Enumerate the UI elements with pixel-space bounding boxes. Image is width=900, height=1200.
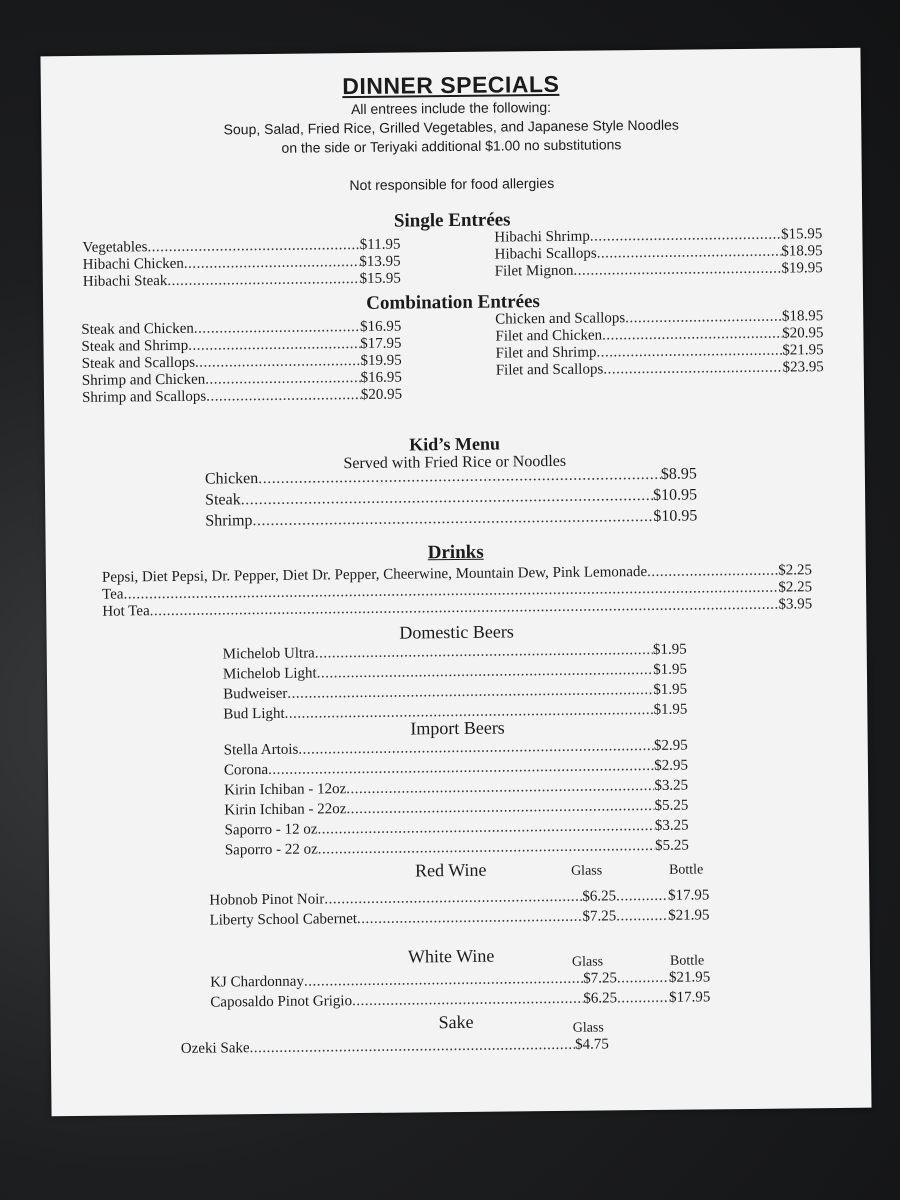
combo-entrees-left (81, 319, 402, 407)
intro-line-2: Soup, Salad, Fried Rice, Grilled Vegetables, and Japanese Style Noodles (223, 116, 679, 138)
menu-item: Hobnob Pinot Noir ..... $6.25 ..... $17.95 (209, 885, 709, 910)
domestic-beers-heading: Domestic Beers (399, 621, 514, 643)
menu-item: Tea ..... $2.25 (102, 579, 812, 603)
menu-item: Stella Artois ..... $2.95 (224, 736, 688, 761)
menu-sheet (40, 48, 871, 1117)
menu-item: Kirin Ichiban - 12oz ..... $3.25 (224, 776, 688, 801)
menu-item: Michelob Light ..... $1.95 (223, 660, 687, 685)
kids-menu-list (205, 463, 698, 531)
red-wine-glass-header: Glass (570, 863, 603, 879)
menu-item: Chicken ..... $8.95 (205, 463, 697, 489)
menu-item: Bud Light ..... $1.95 (223, 700, 687, 725)
red-wine-bottle-header: Bottle (668, 862, 704, 878)
menu-item: Shrimp ..... $10.95 (205, 505, 697, 531)
domestic-beers-list (223, 640, 688, 725)
menu-item: Steak and Chicken ..... $16.95 (81, 319, 401, 339)
menu-item: Saporro - 22 oz ..... $5.25 (225, 836, 689, 861)
menu-item: Vegetables ..... $11.95 (82, 237, 400, 257)
menu-item: Saporro - 12 oz ..... $3.25 (224, 816, 688, 841)
kids-menu-heading: Kid’s Menu (409, 433, 501, 455)
sake-glass-header: Glass (572, 1020, 604, 1036)
menu-item: Filet and Scallops ..... $23.95 (496, 359, 824, 379)
menu-item: Steak and Scallops ..... $19.95 (82, 353, 402, 373)
menu-item: Pepsi, Diet Pepsi, Dr. Pepper, Diet Dr. Pepper, Cheerwine, Mountain Dew, Pink Lemonade ..... $2.25 (102, 562, 812, 586)
red-wine-list (209, 885, 709, 930)
menu-item: Filet and Shrimp ..... $21.95 (496, 342, 824, 362)
menu-item: Hibachi Chicken ..... $13.95 (83, 254, 401, 274)
drinks-list (102, 562, 812, 620)
white-wine-glass-header: Glass (571, 954, 604, 970)
kids-menu-subheading: Served with Fried Rice or Noodles (343, 452, 567, 473)
menu-item: Michelob Ultra ..... $1.95 (223, 640, 687, 665)
white-wine-heading: White Wine (407, 945, 495, 967)
menu-item: Caposaldo Pinot Grigio ..... $6.25 ..... $17.95 (210, 987, 710, 1012)
menu-item: Steak and Shrimp ..... $17.95 (81, 336, 401, 356)
menu-item: Filet and Chicken ..... $20.95 (495, 325, 823, 345)
menu-item: Shrimp and Chicken ..... $16.95 (82, 370, 402, 390)
menu-item: Hibachi Scallops ..... $18.95 (494, 243, 822, 263)
sake-list (181, 1034, 609, 1058)
menu-item: Kirin Ichiban - 22oz ..... $5.25 (224, 796, 688, 821)
menu-item: Liberty School Cabernet ..... $7.25 ..... $21.95 (209, 905, 709, 930)
white-wine-bottle-header: Bottle (669, 953, 705, 969)
single-entrees-right (494, 226, 823, 280)
menu-item: Ozeki Sake ..... $4.75 (181, 1034, 609, 1058)
menu-item: KJ Chardonnay ..... $7.25 ..... $21.95 (210, 967, 710, 992)
menu-item: Hot Tea ..... $3.95 (102, 596, 812, 620)
import-beers-list (224, 736, 689, 861)
sake-heading: Sake (438, 1011, 474, 1033)
red-wine-heading: Red Wine (414, 859, 487, 881)
menu-title: DINNER SPECIALS (342, 70, 560, 100)
combo-entrees-heading: Combination Entrées (366, 291, 541, 314)
white-wine-list (210, 967, 710, 1012)
menu-item: Chicken and Scallops ..... $18.95 (495, 308, 823, 328)
menu-item: Steak ..... $10.95 (205, 484, 697, 510)
single-entrees-heading: Single Entrées (393, 209, 511, 232)
single-entrees-left (82, 237, 401, 291)
menu-item: Hibachi Steak ..... $15.95 (83, 271, 401, 291)
intro-line-3: on the side or Teriyaki additional $1.00 no substitutions (281, 136, 622, 156)
menu-item: Shrimp and Scallops ..... $20.95 (82, 387, 402, 407)
import-beers-heading: Import Beers (410, 717, 505, 739)
menu-item: Corona ..... $2.95 (224, 756, 688, 781)
menu-item: Hibachi Shrimp ..... $15.95 (494, 226, 822, 246)
allergy-note: Not responsible for food allergies (349, 174, 555, 194)
intro-line-1: All entrees include the following: (350, 98, 552, 118)
menu-item: Budweiser ..... $1.95 (223, 680, 687, 705)
combo-entrees-right (495, 308, 824, 379)
menu-item: Filet Mignon ..... $19.95 (495, 260, 823, 280)
drinks-heading: Drinks (427, 541, 484, 564)
